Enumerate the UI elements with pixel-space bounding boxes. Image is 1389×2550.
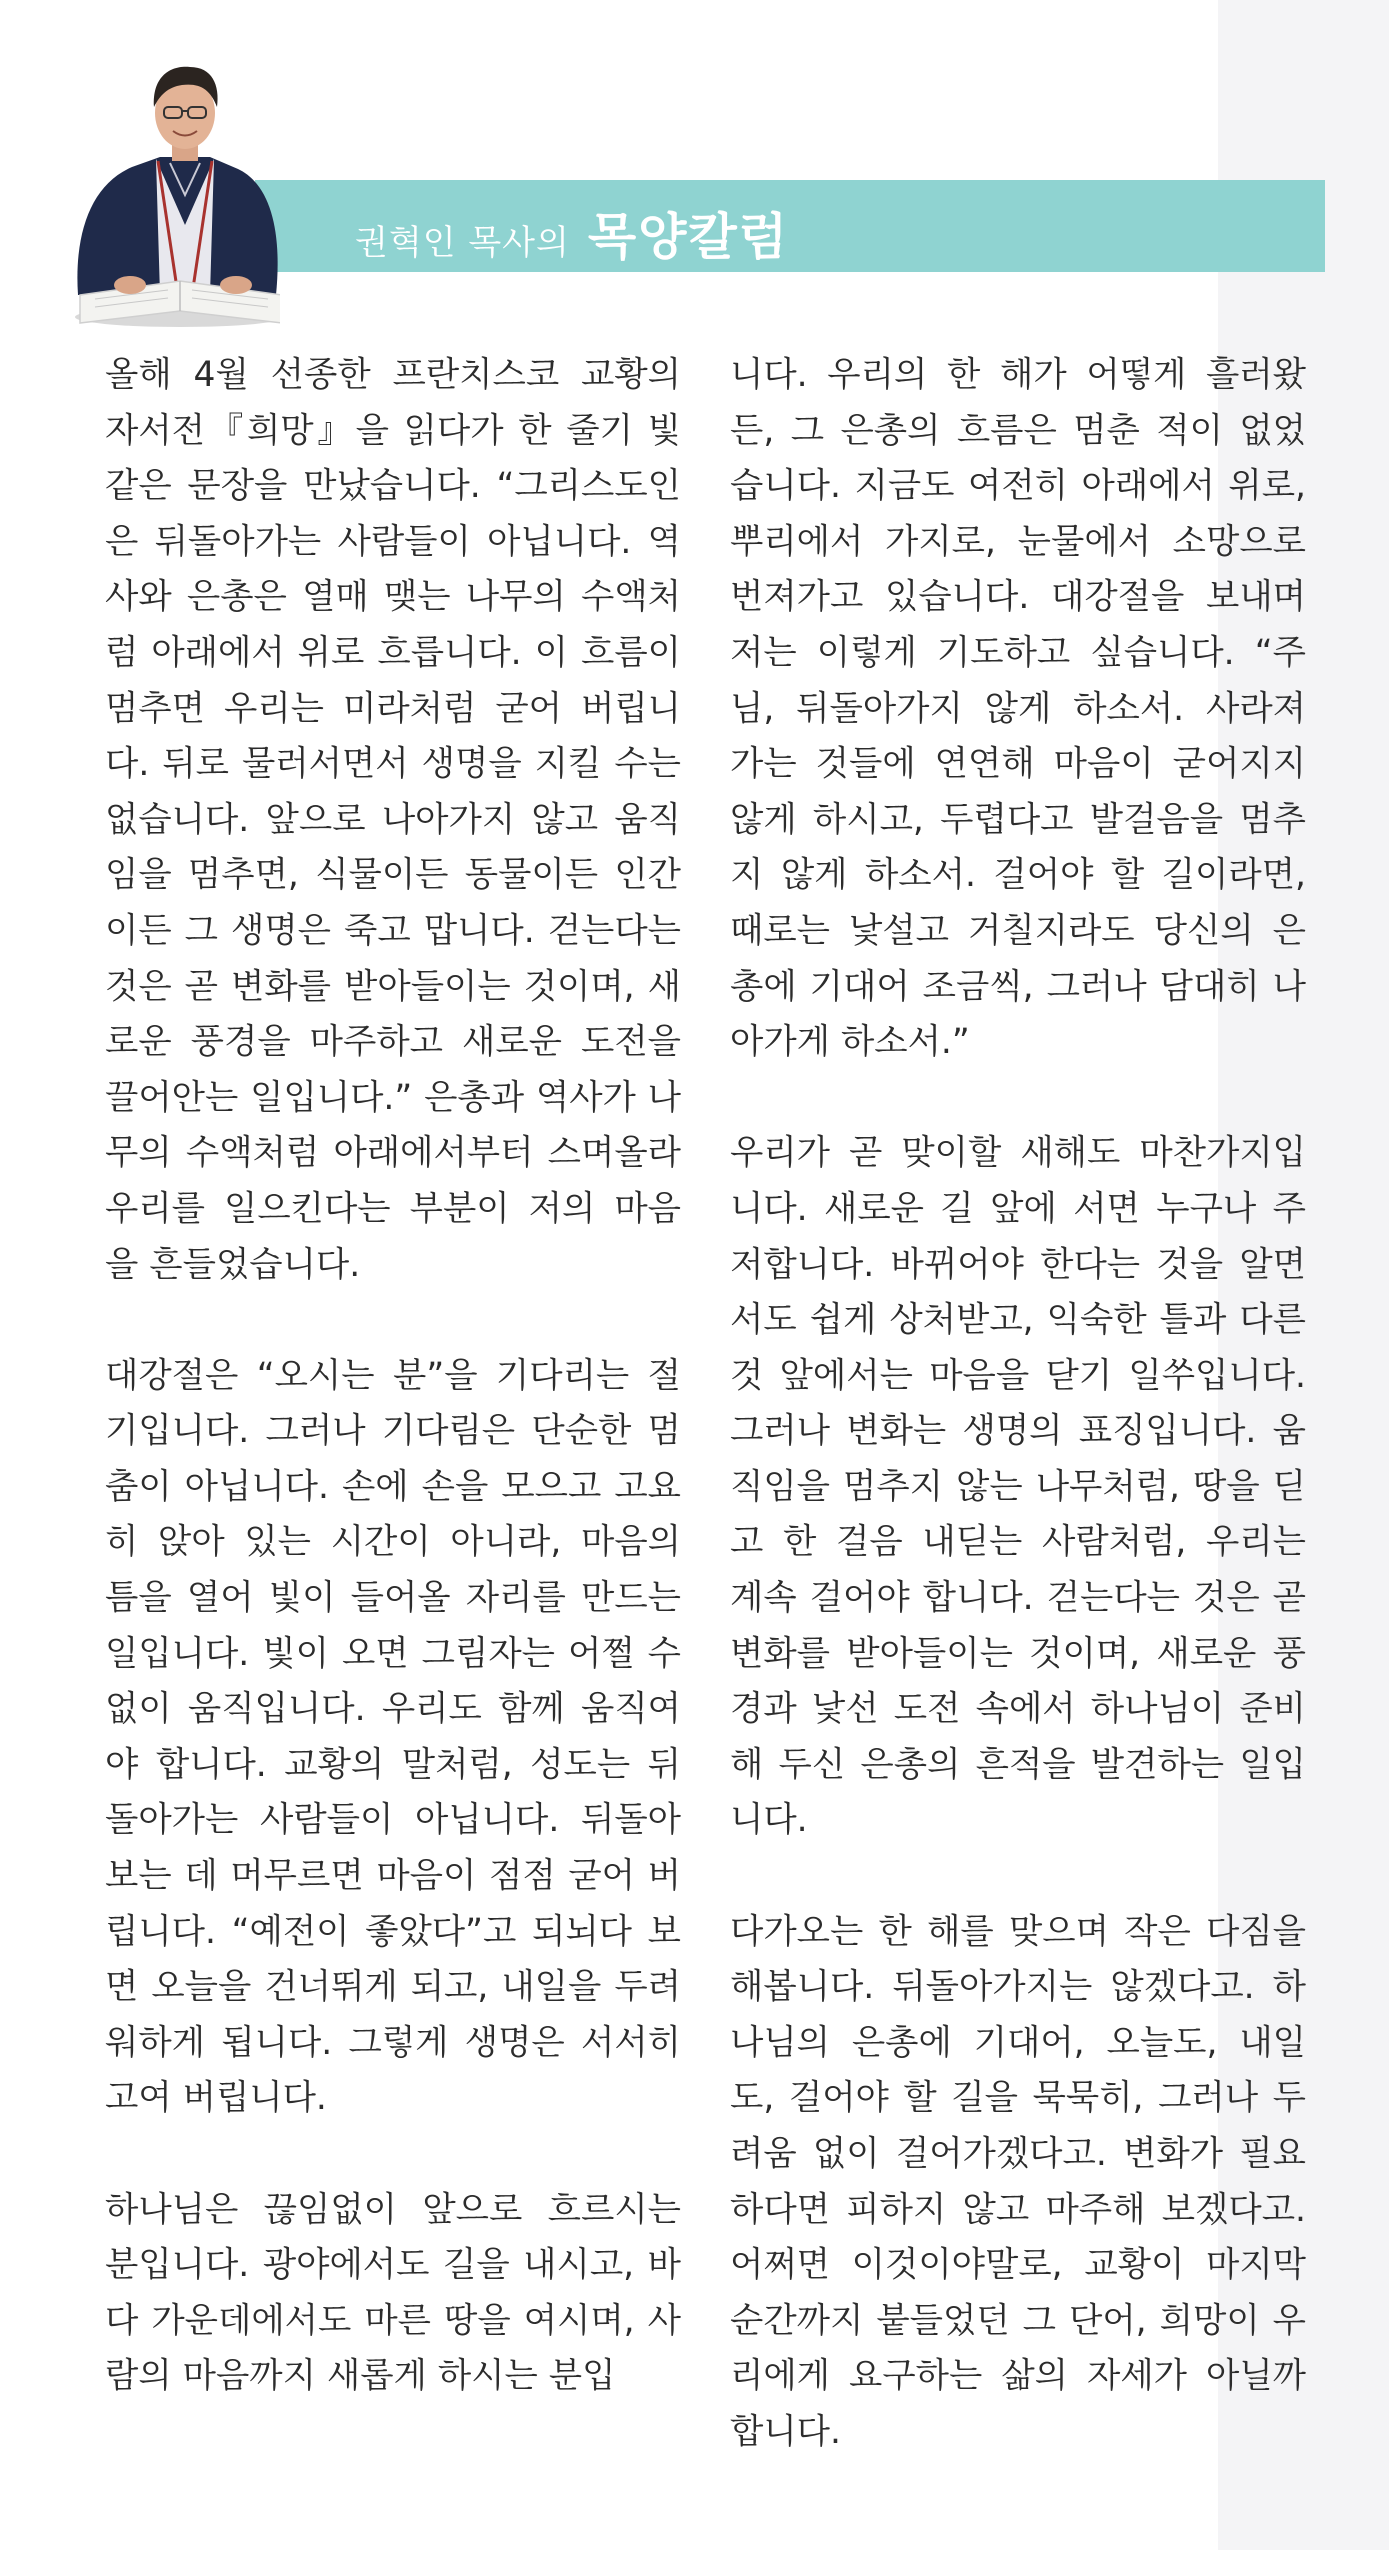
paragraph: 다가오는 한 해를 맞으며 작은 다짐을 해봅니다. 뒤돌아가지는 않겠다고. 하나님의 은총에 기대어, 오늘도, 내일도, 걸어야 할 길을 묵묵히, 그러나 두려움 없이 걸어가겠다고. 변화가 필요하다면 피하지 않고 마주해 보겠다고. 어쩌면 이것이야말로, 교황이 마지막 순간까지 붙들었던 그 단어, 희망이 우리에게 요구하는 삶의 자세가 아닐까 합니다. [730,1911,1306,2452]
paragraph: 우리가 곧 맞이할 새해도 마찬가지입니다. 새로운 길 앞에 서면 누구나 주저합니다. 바뀌어야 한다는 것을 알면서도 쉽게 상처받고, 익숙한 틀과 다른 것 앞에서는 마음을 닫기 일쑤입니다. 그러나 변화는 생명의 표징입니다. 움직임을 멈추지 않는 나무처럼, 땅을 딛고 한 걸음 내딛는 사람처럼, 우리는 계속 걸어야 합니다. 걷는다는 것은 곧 변화를 받아들이는 것이며, 새로운 풍경과 낯선 도전 속에서 하나님이 준비해 두신 은총의 흔적을 발견하는 일입니다. [730,1133,1306,1841]
paragraph: 대강절은 “오시는 분”을 기다리는 절기입니다. 그러나 기다림은 단순한 멈춤이 아닙니다. 손에 손을 모으고 고요히 앉아 있는 시간이 아니라, 마음의 틈을 열어 빛이 들어올 자리를 만드는 일입니다. 빛이 오면 그림자는 어쩔 수 없이 움직입니다. 우리도 함께 움직여야 합니다. 교황의 말처럼, 성도는 뒤돌아가는 사람들이 아닙니다. 뒤돌아보는 데 머무르면 마음이 점점 굳어 버립니다. “예전이 좋았다”고 되뇌다 보면 오늘을 건너뛰게 되고, 내일을 두려워하게 됩니다. 그렇게 생명은 서서히 고여 버립니다. [105,1355,681,2119]
article-column-left [105,348,681,2405]
header-subtitle: 권혁인 목사의 [355,223,570,263]
paragraph: 하나님은 끊임없이 앞으로 흐르시는 분입니다. 광야에서도 길을 내시고, 바다 가운데에서도 마른 땅을 여시며, 사람의 마음까지 새롭게 하시는 분입 [105,2189,681,2397]
article-column-right [730,348,1306,2461]
header-title: 목양칼럼 [587,208,790,266]
paragraph: 니다. 우리의 한 해가 어떻게 흘러왔든, 그 은총의 흐름은 멈춘 적이 없었습니다. 지금도 여전히 아래에서 위로, 뿌리에서 가지로, 눈물에서 소망으로 번져가고 있습니다. 대강절을 보내며 저는 이렇게 기도하고 싶습니다. “주님, 뒤돌아가지 않게 하소서. 사라져 가는 것들에 연연해 마음이 굳어지지 않게 하시고, 두렵다고 발걸음을 멈추지 않게 하소서. 걸어야 할 길이라면, 때로는 낯설고 거칠지라도 당신의 은총에 기대어 조금씩, 그러나 담대히 나아가게 하소서.” [730,355,1306,1063]
column-header-title [355,197,790,266]
pastor-portrait-icon [60,45,280,330]
paragraph: 올해 4월 선종한 프란치스코 교황의 자서전『희망』을 읽다가 한 줄기 빛 같은 문장을 만났습니다. “그리스도인은 뒤돌아가는 사람들이 아닙니다. 역사와 은총은 열매 맺는 나무의 수액처럼 아래에서 위로 흐릅니다. 이 흐름이 멈추면 우리는 미라처럼 굳어 버립니다. 뒤로 물러서면서 생명을 지킬 수는 없습니다. 앞으로 나아가지 않고 움직임을 멈추면, 식물이든 동물이든 인간이든 그 생명은 죽고 맙니다. 걷는다는 것은 곧 변화를 받아들이는 것이며, 새로운 풍경을 마주하고 새로운 도전을 끌어안는 일입니다.” 은총과 역사가 나무의 수액처럼 아래에서부터 스며올라 우리를 일으킨다는 부분이 저의 마음을 흔들었습니다. [105,355,681,1285]
